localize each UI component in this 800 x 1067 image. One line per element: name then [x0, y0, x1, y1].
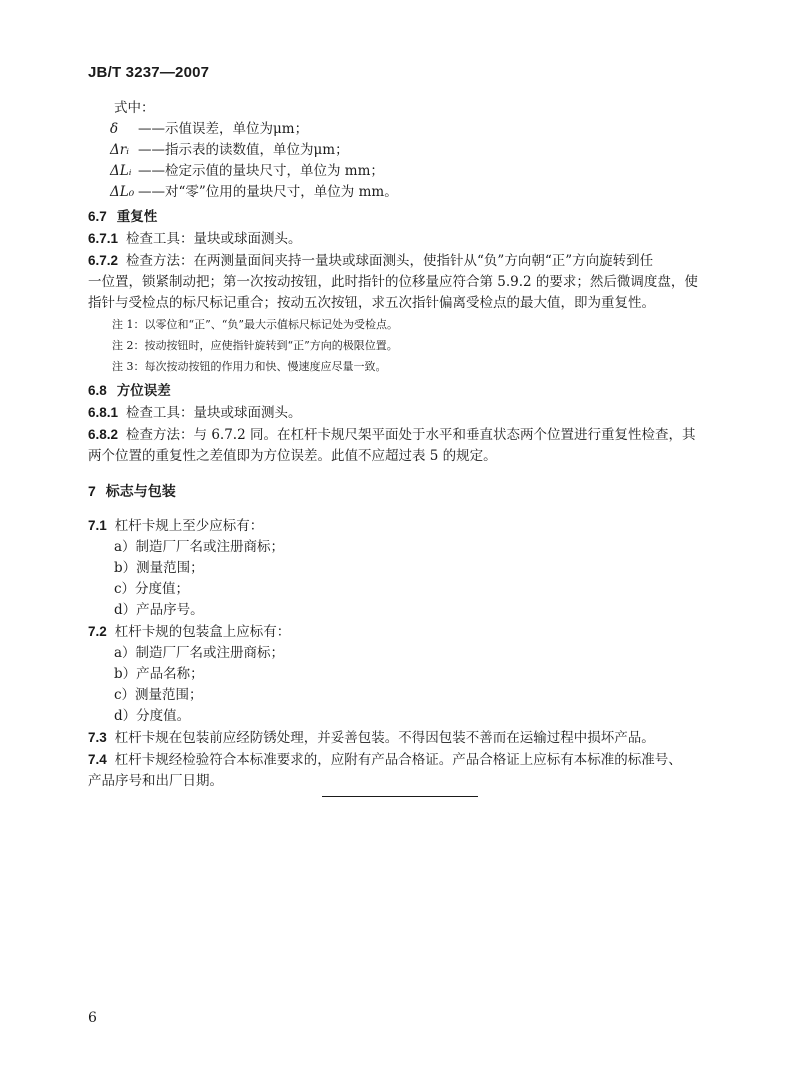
formula-symbol: ΔL₀	[110, 184, 135, 200]
section-7-heading: 7 标志与包装	[88, 483, 176, 500]
list-item: c）测量范围；	[114, 687, 203, 703]
list-item: c）分度值；	[114, 581, 190, 597]
formula-def-delta-li: ΔLᵢ ——检定示值的量块尺寸，单位为 mm；	[88, 161, 728, 182]
standard-code: JB/T 3237—2007	[88, 64, 210, 81]
list-item: a）制造厂厂名或注册商标；	[114, 645, 285, 661]
note-3: 注 3：每次按动按钮的作用力和快、慢速度应尽量一致。	[112, 360, 387, 373]
section-6-7-heading: 6.7 重复性	[88, 209, 158, 225]
formula-symbol: δ	[110, 121, 119, 137]
clause-6-7-2: 6.7.2 检查方法：在两测量面间夹持一量块或球面测头，使指针从“负”方向朝“正”方向旋转到任 一位置，锁紧制动把；第一次按动按钮，此时指针的位移量应符合第 5.9.2 的要求；然后微调度盘，使 指针与受检点的标尺标记重合；按动五次按钮，求五次指针偏离受检点的最大值，即为重复性。	[88, 253, 698, 311]
formula-symbol: Δrᵢ	[110, 142, 129, 158]
clause-6-8-2: 6.8.2 检查方法：与 6.7.2 同。在杠杆卡规尺架平面处于水平和垂直状态两个位置进行重复性检查，其 两个位置的重复性之差值即为方位误差。此值不应超过表 5 的规定。	[88, 427, 696, 464]
section-6-8-heading: 6.8 方位误差	[88, 383, 171, 399]
formula-symbol: ΔLᵢ	[110, 163, 132, 179]
formula-def-delta-ri: Δrᵢ ——指示表的读数值，单位为μm；	[88, 140, 728, 161]
list-item: d）分度值。	[114, 708, 191, 724]
end-of-document-rule	[322, 796, 478, 797]
formula-def-delta: δ ——示值误差，单位为μm；	[88, 119, 728, 140]
note-2: 注 2：按动按钮时，应使指针旋转到“正”方向的极限位置。	[112, 339, 398, 352]
formula-def-delta-l0: ΔL₀ ——对“零”位用的量块尺寸，单位为 mm。	[88, 182, 728, 203]
clause-6-7-1: 6.7.1 检查工具：量块或球面测头。	[88, 231, 302, 247]
clause-7-1: 7.1 杠杆卡规上至少应标有：	[88, 518, 264, 534]
list-item: b）产品名称；	[114, 666, 204, 682]
note-1: 注 1：以零位和“正”、“负”最大示值标尺标记处为受检点。	[112, 318, 398, 331]
list-item: d）产品序号。	[114, 602, 204, 618]
page-number: 6	[88, 1010, 97, 1026]
list-item: a）制造厂厂名或注册商标；	[114, 539, 285, 555]
clause-7-4: 7.4 杠杆卡规经检验符合本标准要求的，应附有产品合格证。产品合格证上应标有本标准的标准号、 产品序号和出厂日期。	[88, 752, 682, 789]
clause-7-3: 7.3 杠杆卡规在包装前应经防锈处理，并妥善包装。不得因包装不善而在运输过程中损坏产品。	[88, 730, 655, 746]
formula-intro: 式中：	[114, 100, 155, 116]
clause-6-8-1: 6.8.1 检查工具：量块或球面测头。	[88, 405, 302, 421]
list-item: b）测量范围；	[114, 560, 204, 576]
clause-7-2: 7.2 杠杆卡规的包装盒上应标有：	[88, 624, 291, 640]
page-content	[88, 98, 728, 792]
